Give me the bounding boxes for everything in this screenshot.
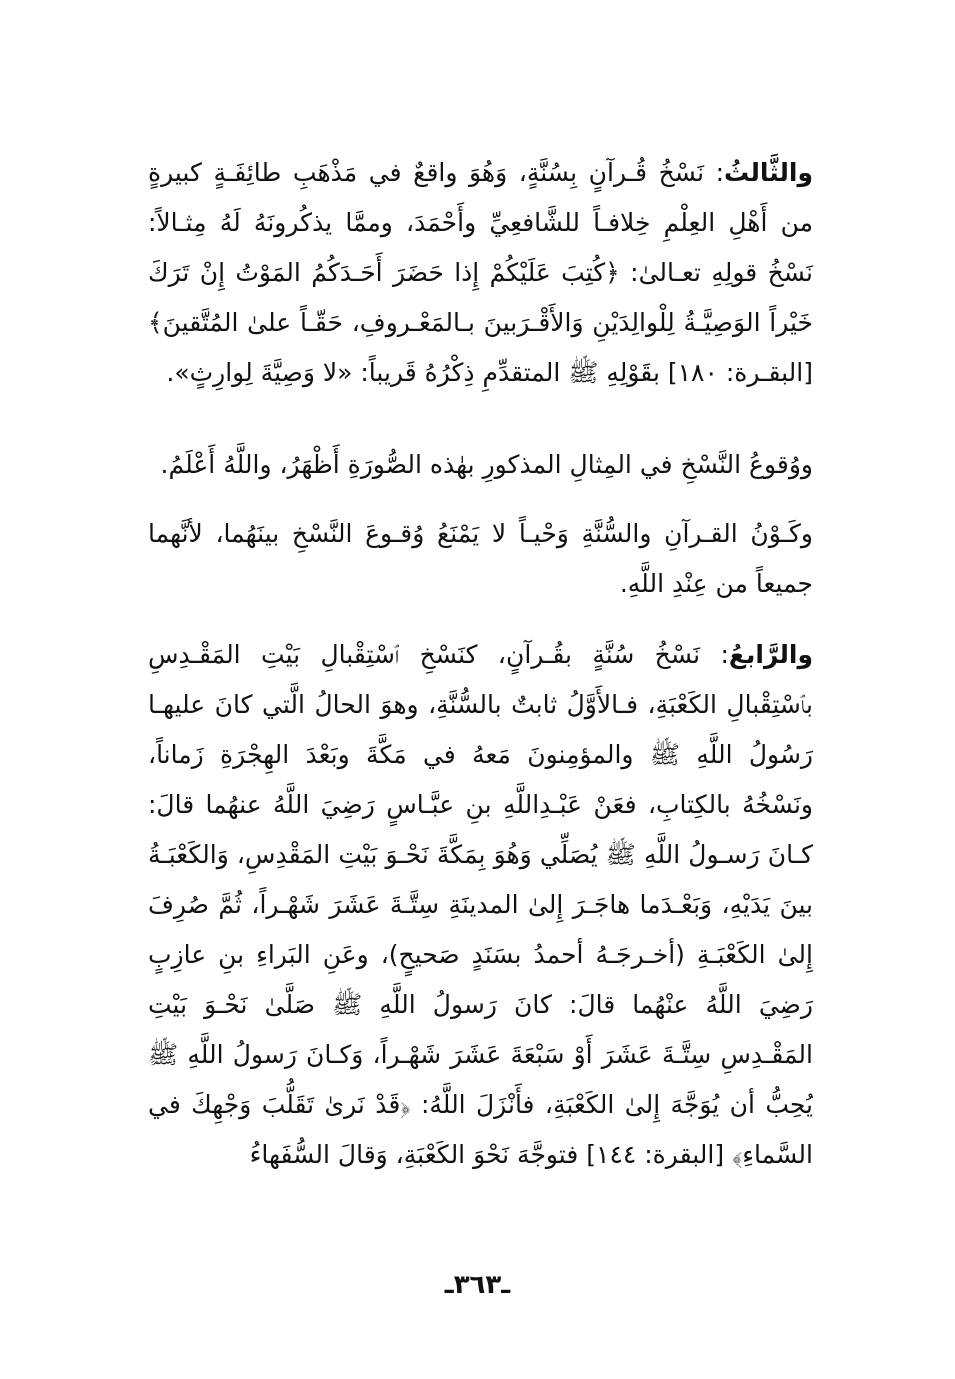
page-number: ـ٣٦٣ـ: [444, 1270, 511, 1300]
paragraph-third-abrogation: [148, 148, 813, 398]
paragraph-text-fourth: : نَسْخُ سُنَّةٍ بقُـرآنٍ، كنَسْخِ ٱسْتِقْبالِ بَيْتِ المَقْـدِسِ بٱسْتِقْبالِ الكَعْبَةِ، فـالأَوَّلُ ثابتٌ بالسُّنَّةِ، وهوَ الحالُ الَّتي كانَ عليهـا رَسُولُ اللَّهِ ﷺ والمؤمِنونَ مَعهُ في مَكَّةَ وبَعْدَ الهِجْرَةِ زَماناً، ونَسْخُهُ بالكِتابِ، فعَنْ عَبْـدِاللَّهِ بنِ عبَّـاسٍ رَضِيَ اللَّهُ عنهُما قالَ: كـانَ رَسـولُ اللَّهِ ﷺ يُصَلِّي وَهُوَ بِمَكَّةَ نَحْـوَ بَيْتِ المَقْدِسِ، وَالكَعْبَـةُ بينَ يَدَيْهِ، وَبَعْـدَما هاجَـرَ إِلىٰ المدينَةِ سِتَّـةَ عَشَرَ شَهْـراً، ثُمَّ صُرِفَ إِلىٰ الكَعْبَـةِ (أخـرجَـهُ أحمدُ بسَنَدٍ صَحيحٍ)، وعَنِ البَراءِ بنِ عازِبٍ رَضِيَ اللَّهُ عنْهُما قالَ: كانَ رَسولُ اللَّهِ ﷺ صَلَّىٰ نَحْـوَ بَيْتِ المَقْـدِسِ سِتَّـةَ عَشَرَ أَوْ سَبْعَةَ عَشَرَ شَهْـراً، وَكـانَ رَسولُ اللَّهِ ﷺ يُحِبُّ أن يُوَجَّهَ إِلىٰ الكَعْبَةِ، فأَنْزَلَ اللَّهُ: ﴿قَدْ نَرىٰ تَقَلُّبَ وَجْهِكَ في السَّماءِ﴾ [البقرة: ١٤٤] فتوجَّهَ نَحْوَ الكَعْبَةِ، وَقالَ السُّفَهاءُ: [148, 640, 813, 1169]
paragraph-text-third: : نَسْخُ قُـرآنٍ بِسُنَّةٍ، وَهُوَ واقعٌ في مَذْهَبِ طائِفَـةٍ كبيرةٍ من أَهْلِ العِلْمِ خِلافـاً للشَّافعِيِّ وأَحْمَدَ، وممَّا يذكُرونَهُ لَهُ مِثـالاً: نَسْخُ قولِهِ تعـالىٰ: ﴿كُتِبَ عَلَيْكُمْ إِذا حَضَرَ أَحَـدَكُمُ المَوْتُ إِنْ تَرَكَ خَيْراً الوَصِيَّـةُ لِلْوالِدَيْنِ وَالأَقْـرَبينَ بـالمَعْـروفِ، حَقّـاً علىٰ المُتَّقينَ﴾ [البقـرة: ١٨٠] بقَوْلِهِ ﷺ المتقدِّمِ ذِكْرُهُ قَريباً: «لا وَصِيَّةَ لِوارِثٍ».: [148, 158, 813, 387]
paragraph-lead-third: والثَّالثُ: [724, 158, 813, 187]
paragraph-revelation: [148, 509, 813, 609]
paragraph-fourth-abrogation: [148, 630, 813, 1180]
paragraph-text-occurrence: ووُقوعُ النَّسْخِ في المِثالِ المذكورِ بهٰذه الصُّورَةِ أَظْهَرُ، واللَّهُ أَعْلَمُ.: [160, 450, 813, 479]
paragraph-lead-fourth: والرَّابعُ: [728, 640, 813, 669]
paragraph-text-revelation: وكَـوْنُ القـرآنِ والسُّنَّةِ وَحْيـاً لا يَمْنَعُ وُقـوعَ النَّسْخِ بينَهُما، لأنَّهما جميعاً من عِنْدِ اللَّهِ.: [148, 519, 813, 598]
paragraph-occurrence: [148, 440, 813, 490]
